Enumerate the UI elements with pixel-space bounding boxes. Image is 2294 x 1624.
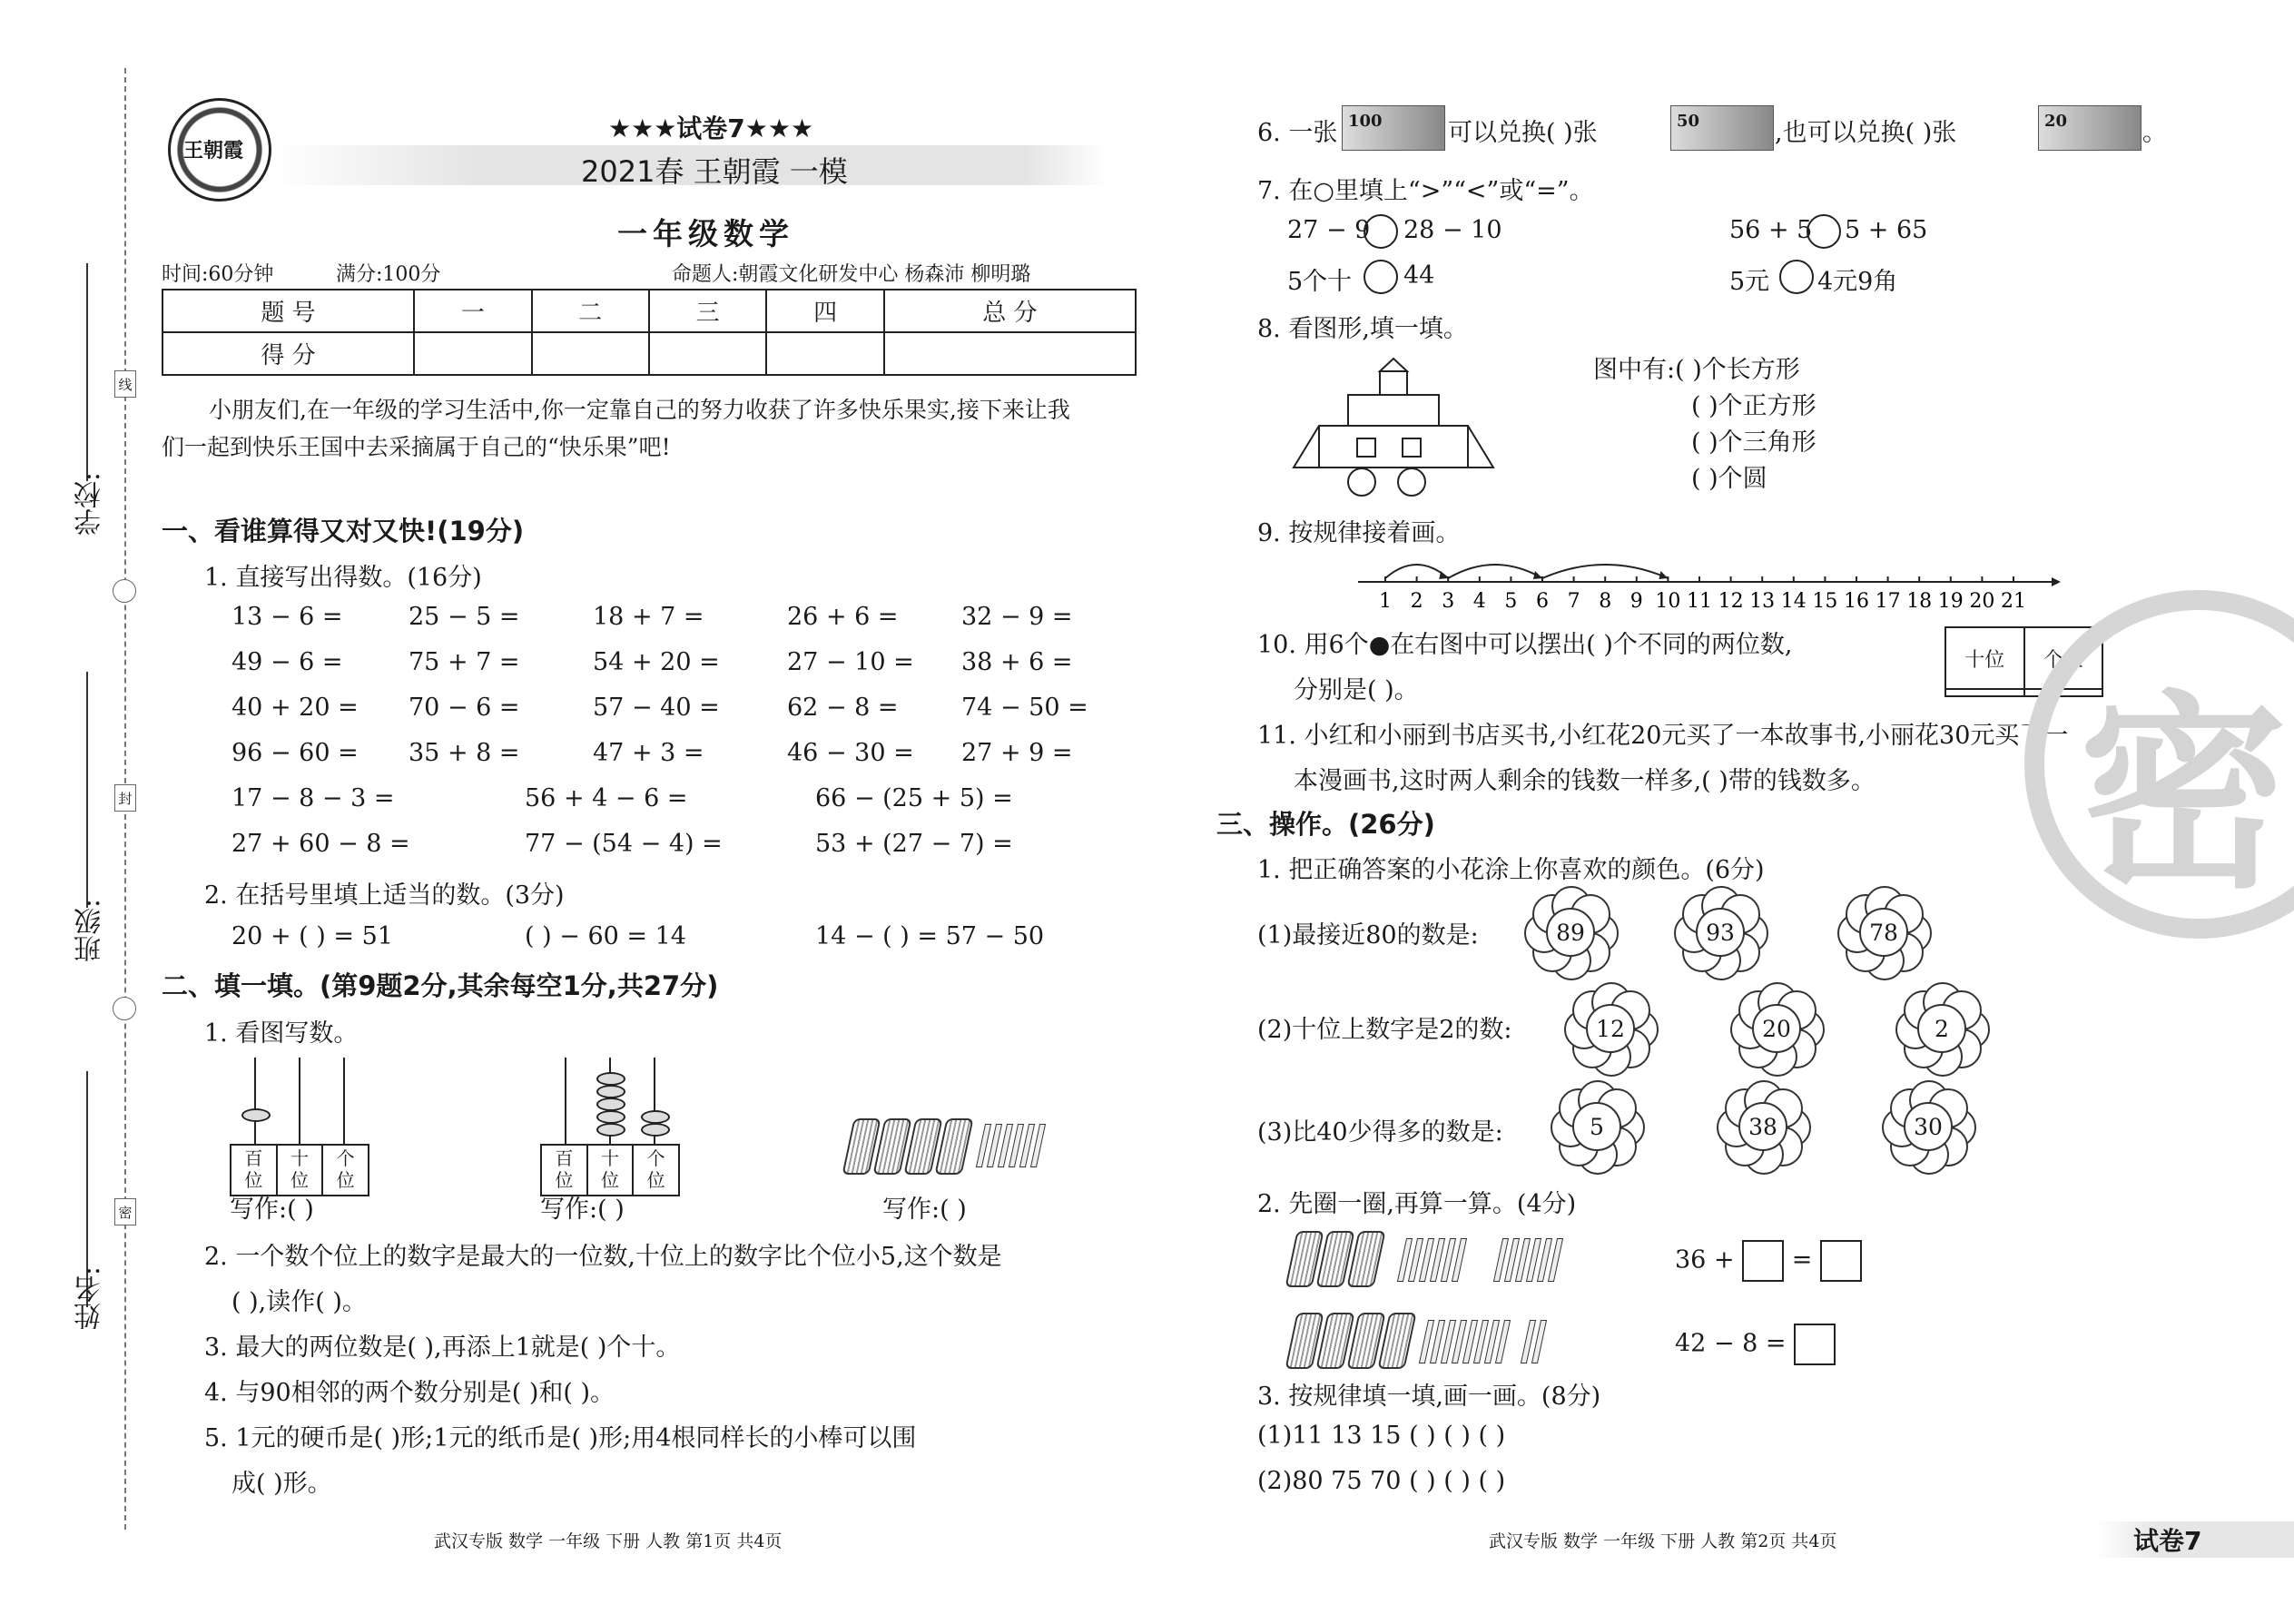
abacus-1 [230, 1058, 375, 1203]
place-tens [278, 1146, 324, 1195]
number-line-label: 20 [1969, 590, 1995, 613]
flower-number: 20 [1752, 1004, 1801, 1053]
question-2-1: 1. 看图写数。 [204, 1019, 359, 1048]
hop-arc [1542, 565, 1668, 578]
full-score: 满分:100分 [336, 263, 441, 286]
abacus-bead [596, 1097, 625, 1111]
flower-number: 89 [1546, 908, 1595, 957]
abacus-rod [299, 1058, 300, 1145]
flower-q3: (3)比40少得多的数是: [1257, 1118, 1503, 1147]
calc-item: 47 + 3 = [593, 739, 704, 767]
number-line-label: 7 [1567, 590, 1580, 613]
shapes-figure [1285, 349, 1502, 504]
question-2-6d: 。 [2142, 119, 2167, 147]
number-line-label: 5 [1504, 590, 1518, 613]
calc-item: 46 − 30 = [787, 739, 914, 767]
question-2-6c: ,也可以兑换( )张 [1775, 119, 1957, 147]
answer-flower[interactable] [1678, 890, 1761, 973]
answer-flower[interactable] [1734, 986, 1817, 1069]
sticks-row-2 [1289, 1309, 1580, 1373]
question-3-3: 3. 按规律填一填,画一画。(8分) [1257, 1383, 1601, 1411]
shape-count-square: ( )个正方形 [1691, 392, 1816, 420]
place-label: 百 [555, 1147, 574, 1169]
score-row-label: 得 分 [162, 332, 414, 375]
exam-title: 2021春 王朝霞 一模 [581, 154, 848, 189]
subject-title: 一年级数学 [617, 216, 794, 251]
section-1-title: 一、看谁算得又对又快!(19分) [162, 516, 525, 546]
shape-count-rect: 图中有:( )个长方形 [1593, 356, 1800, 384]
arrow-icon [1659, 571, 1668, 579]
calc-item: 49 − 6 = [231, 648, 343, 676]
question-1-1: 1. 直接写出得数。(16分) [204, 564, 482, 592]
compare-left: 56 + 5 [1729, 216, 1813, 244]
question-2-11b: 本漫画书,这时两人剩余的钱数一样多,( )带的钱数多。 [1294, 767, 1876, 795]
fill-item: 14 − ( ) = 57 − 50 [815, 922, 1045, 950]
school-line [86, 263, 88, 481]
number-line-label: 9 [1629, 590, 1643, 613]
calc-item: 70 − 6 = [409, 694, 520, 722]
intro-line: 小朋友们,在一年级的学习生活中,你一定靠自己的努力收获了许多快乐果实,接下来让我 [209, 397, 1070, 423]
calc-item: 66 − (25 + 5) = [815, 784, 1013, 812]
answer-flower[interactable] [1720, 1084, 1804, 1167]
place-label: 个 [336, 1147, 355, 1169]
calc-item: 13 − 6 = [231, 603, 343, 631]
calc-item: 25 − 5 = [409, 603, 520, 631]
place-label: 位 [601, 1169, 619, 1191]
question-2-8: 8. 看图形,填一填。 [1257, 315, 1468, 343]
score-head: 总 分 [884, 290, 1136, 332]
binding-hole [113, 579, 136, 603]
number-line-label: 10 [1655, 590, 1681, 613]
number-line-label: 13 [1749, 590, 1776, 613]
place-ones [323, 1146, 368, 1195]
banknote-value: 20 [2044, 112, 2068, 131]
question-2-10b: 分别是( )。 [1294, 676, 1419, 704]
number-line-label: 4 [1472, 590, 1486, 613]
number-line-label: 2 [1410, 590, 1423, 613]
calc-item: 77 − (54 − 4) = [525, 830, 723, 858]
place-label: 位 [244, 1169, 263, 1191]
question-1-2: 2. 在括号里填上适当的数。(3分) [204, 881, 565, 910]
shape-count-circle: ( )个圆 [1691, 465, 1767, 493]
question-2-3: 3. 最大的两位数是( ),再添上1就是( )个十。 [204, 1334, 681, 1362]
place-label: 位 [646, 1169, 665, 1191]
compare-left: 5个十 [1287, 268, 1353, 296]
question-2-4: 4. 与90相邻的两个数分别是( )和( )。 [204, 1379, 615, 1407]
hop-arc [1385, 565, 1448, 578]
answer-flower[interactable] [1554, 1084, 1638, 1167]
calc-item: 17 − 8 − 3 = [231, 784, 395, 812]
calc-item: 75 + 7 = [409, 648, 520, 676]
section-3-title: 三、操作。(26分) [1216, 809, 1435, 840]
tens-cell[interactable] [1945, 689, 2024, 696]
equation-part: = [1791, 1245, 1813, 1275]
tens-header: 十位 [1945, 627, 2024, 689]
abacus-rod [254, 1058, 256, 1145]
binding-tag-dense: 密 [114, 1198, 136, 1225]
footer-left: 武汉专版 数学 一年级 下册 人教 第1页 共4页 [434, 1531, 783, 1551]
abacus-bead [596, 1123, 625, 1137]
compare-right: 4元9角 [1817, 268, 1898, 296]
calc-item: 53 + (27 − 7) = [815, 830, 1013, 858]
calc-item: 32 − 9 = [961, 603, 1073, 631]
question-2-2a: 2. 一个数个位上的数字是最大的一位数,十位上的数字比个位小5,这个数是 [204, 1243, 1002, 1271]
compare-circle[interactable] [1364, 260, 1398, 294]
calc-item: 26 + 6 = [787, 603, 899, 631]
number-line-label: 15 [1812, 590, 1838, 613]
compare-circle[interactable] [1364, 214, 1398, 249]
flower-number: 78 [1859, 908, 1908, 957]
calc-item: 62 − 8 = [787, 694, 899, 722]
score-cell[interactable] [884, 332, 1136, 375]
calc-item: 27 − 10 = [787, 648, 914, 676]
pattern-1: (1)11 13 15 ( ) ( ) ( ) [1257, 1422, 1506, 1450]
answer-box[interactable] [1742, 1240, 1784, 1282]
answer-flower[interactable] [1841, 890, 1925, 973]
place-label: 十 [290, 1147, 309, 1169]
paper-number: ★★★试卷7★★★ [608, 113, 814, 143]
place-ones [634, 1146, 678, 1195]
compare-circle[interactable] [1807, 214, 1841, 249]
calc-item: 56 + 4 − 6 = [525, 784, 688, 812]
compare-right: 44 [1403, 261, 1435, 290]
fill-item: ( ) − 60 = 14 [525, 922, 686, 950]
question-2-7: 7. 在○里填上“>”“<”或“=”。 [1257, 177, 1594, 205]
section-2-title: 二、填一填。(第9题2分,其余每空1分,共27分) [162, 970, 719, 1001]
calc-item: 18 + 7 = [593, 603, 704, 631]
compare-right: 5 + 65 [1845, 216, 1928, 244]
answer-box[interactable] [1794, 1324, 1836, 1365]
class-label: 班级: [74, 899, 106, 963]
score-cell[interactable] [649, 332, 766, 375]
abacus-bead [596, 1110, 625, 1124]
place-label: 百 [244, 1147, 263, 1169]
seal-char: 密 [2079, 674, 2289, 917]
calc-item: 27 + 60 − 8 = [231, 830, 410, 858]
intro-line: 们一起到快乐王国中去采摘属于自己的“快乐果”吧! [162, 434, 671, 460]
calc-item: 96 − 60 = [231, 739, 359, 767]
stick-bundles-picture [844, 1115, 1071, 1178]
number-line-label: 12 [1718, 590, 1744, 613]
calc-item: 54 + 20 = [593, 648, 720, 676]
number-line-label: 11 [1687, 590, 1712, 613]
write-answer-1: 写作:( ) [230, 1196, 314, 1224]
publisher-logo [168, 98, 271, 202]
abacus-bead [641, 1110, 670, 1124]
place-label: 位 [290, 1169, 309, 1191]
number-line-label: 6 [1536, 590, 1549, 613]
calc-item: 27 + 9 = [961, 739, 1073, 767]
place-label: 个 [646, 1147, 665, 1169]
calc-item: 40 + 20 = [231, 694, 359, 722]
question-3-1: 1. 把正确答案的小花涂上你喜欢的颜色。(6分) [1257, 856, 1765, 884]
banknote-20 [2038, 105, 2141, 151]
question-2-11a: 11. 小红和小丽到书店买书,小红花20元买了一本故事书,小丽花30元买了一 [1257, 722, 2069, 750]
answer-box[interactable] [1820, 1240, 1862, 1282]
question-2-9: 9. 按规律接着画。 [1257, 519, 1461, 547]
answer-flower[interactable] [1899, 986, 1983, 1069]
compare-left: 5元 [1729, 268, 1770, 296]
shape-count-triangle: ( )个三角形 [1691, 428, 1816, 457]
compare-circle[interactable] [1779, 260, 1814, 294]
score-head: 四 [766, 290, 883, 332]
abacus-rod [343, 1058, 345, 1145]
number-line-label: 19 [1937, 590, 1964, 613]
authors: 命题人:朝霞文化研发中心 杨森沛 柳明璐 [672, 263, 1031, 286]
footer-tag: 试卷7 [2133, 1526, 2202, 1556]
equation-1 [1675, 1240, 1862, 1282]
flower-number: 12 [1586, 1004, 1635, 1053]
write-answer-3: 写作:( ) [882, 1196, 967, 1224]
place-label: 位 [555, 1169, 574, 1191]
abacus-bead [641, 1123, 670, 1137]
flower-q1: (1)最接近80的数是: [1257, 921, 1479, 950]
number-line-label: 16 [1844, 590, 1869, 613]
answer-flower[interactable] [1568, 986, 1651, 1069]
footer-right: 武汉专版 数学 一年级 下册 人教 第2页 共4页 [1489, 1531, 1837, 1551]
question-2-10a: 10. 用6个●在右图中可以摆出( )个不同的两位数, [1257, 631, 1793, 659]
calc-item: 35 + 8 = [409, 739, 520, 767]
banknote-100 [1342, 105, 1445, 151]
place-hundreds [231, 1146, 278, 1195]
flower-q2: (2)十位上数字是2的数: [1257, 1016, 1512, 1044]
school-label: 学校: [74, 472, 106, 536]
number-line-label: 3 [1442, 590, 1455, 613]
question-2-6a: 6. 一张 [1257, 119, 1338, 147]
place-tens [588, 1146, 635, 1195]
question-2-6b: 可以兑换( )张 [1448, 119, 1598, 147]
number-line-label: 18 [1906, 590, 1933, 613]
answer-flower[interactable] [1528, 890, 1611, 973]
abacus-bead [596, 1085, 625, 1098]
number-line-label: 17 [1875, 590, 1901, 613]
number-line-label: 1 [1379, 590, 1392, 613]
score-head: 一 [414, 290, 531, 332]
flower-number: 93 [1696, 908, 1745, 957]
place-label: 位 [336, 1169, 355, 1191]
question-2-5a: 5. 1元的硬币是( )形;1元的纸币是( )形;用4根同样长的小棒可以围 [204, 1424, 917, 1452]
abacus-bead [596, 1072, 625, 1086]
binding-hole [113, 997, 136, 1020]
score-cell[interactable] [414, 332, 531, 375]
fill-item: 20 + ( ) = 51 [231, 922, 393, 950]
banknote-value: 50 [1677, 112, 1700, 131]
calc-item: 38 + 6 = [961, 648, 1073, 676]
flower-number: 38 [1738, 1102, 1787, 1151]
flower-number: 2 [1917, 1004, 1966, 1053]
number-line-label: 21 [2001, 590, 2026, 613]
score-head: 二 [532, 290, 649, 332]
name-label: 姓名: [74, 1266, 106, 1331]
equation-2 [1675, 1324, 1836, 1365]
arrow-icon [2052, 577, 2061, 586]
binding-tag-line: 线 [114, 370, 136, 398]
hop-arc [1448, 565, 1542, 578]
ones-header: 个位 [2024, 627, 2103, 689]
place-hundreds [542, 1146, 588, 1195]
question-3-2: 2. 先圈一圈,再算一算。(4分) [1257, 1190, 1577, 1218]
score-head: 三 [649, 290, 766, 332]
question-2-5b: 成( )形。 [231, 1470, 332, 1498]
flower-number: 30 [1904, 1102, 1953, 1151]
score-cell[interactable] [532, 332, 649, 375]
equation-part: 42 − 8 = [1675, 1329, 1787, 1358]
number-line-label: 14 [1780, 590, 1807, 613]
banknote-50 [1670, 105, 1774, 151]
score-table [162, 289, 1137, 376]
sticks-row-1 [1289, 1227, 1580, 1291]
abacus-2 [540, 1058, 685, 1203]
score-cell[interactable] [766, 332, 883, 375]
calc-item: 57 − 40 = [593, 694, 720, 722]
logo-text: 王朝霞 [183, 139, 244, 162]
question-2-2b: ( ),读作( )。 [231, 1288, 367, 1316]
write-answer-2: 写作:( ) [540, 1196, 625, 1224]
binding-tag-seal: 封 [114, 784, 136, 812]
place-label: 十 [601, 1147, 619, 1169]
flower-number: 5 [1572, 1102, 1621, 1151]
answer-flower[interactable] [1885, 1084, 1969, 1167]
abacus-bead [241, 1108, 271, 1122]
compare-left: 27 − 9 [1287, 216, 1371, 244]
class-line [86, 672, 88, 908]
exam-time: 时间:60分钟 [162, 263, 274, 286]
equation-part: 36 + [1675, 1245, 1735, 1275]
banknote-value: 100 [1348, 112, 1383, 131]
calc-item: 74 − 50 = [961, 694, 1088, 722]
pattern-2: (2)80 75 70 ( ) ( ) ( ) [1257, 1467, 1506, 1495]
number-line-label: 8 [1599, 590, 1612, 613]
abacus-rod [565, 1058, 566, 1145]
compare-right: 28 − 10 [1403, 216, 1502, 244]
score-head: 题 号 [162, 290, 414, 332]
number-line [1353, 549, 2061, 613]
arrow-icon [1533, 571, 1542, 579]
